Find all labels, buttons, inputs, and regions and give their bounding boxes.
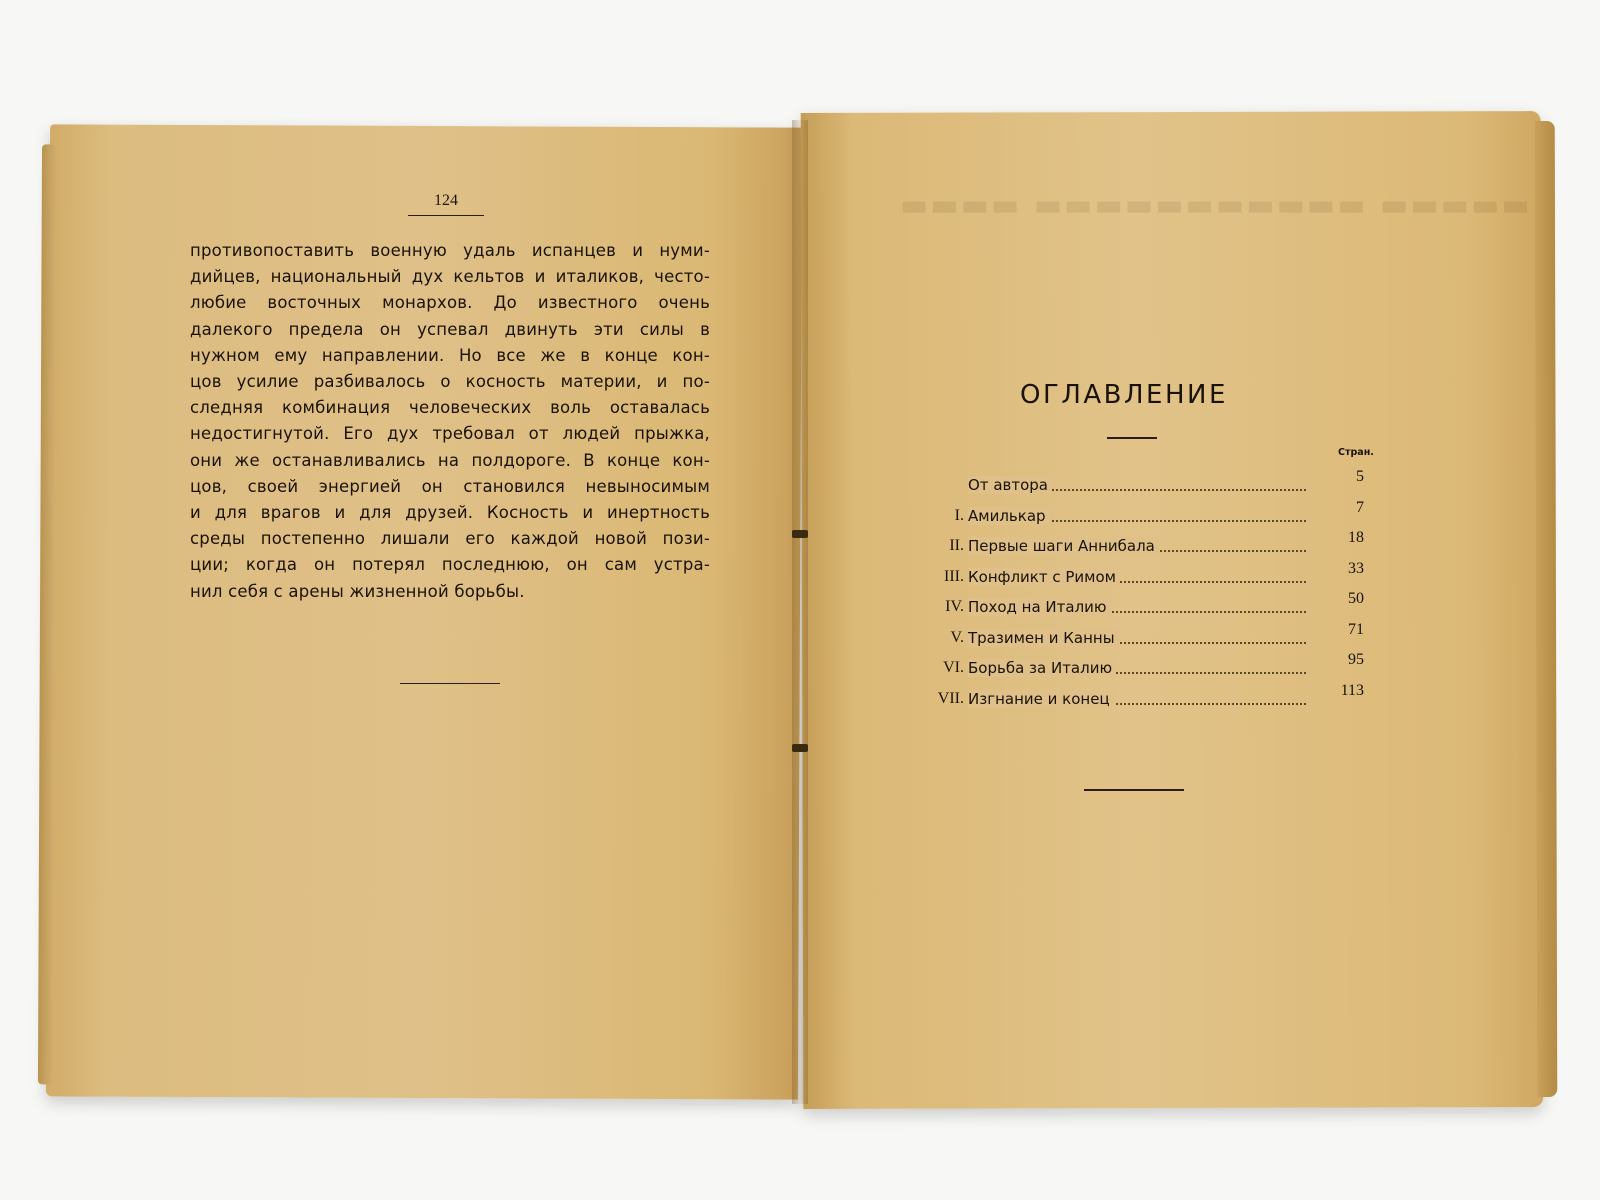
- book-gutter: [792, 120, 808, 1104]
- table-of-contents: [876, 468, 1376, 712]
- toc-entry-numeral: I.: [954, 506, 964, 524]
- toc-entry-page: 7: [1356, 498, 1364, 516]
- toc-entry-page: 113: [1340, 681, 1364, 699]
- body-line: и для врагов и для друзей. Косность и инертность: [190, 503, 710, 523]
- page-number-rule: [408, 215, 484, 216]
- toc-entry-page: 50: [1348, 590, 1364, 607]
- left-page-edge: [38, 144, 56, 1084]
- end-rule-right: [1084, 789, 1184, 791]
- toc-entry-title: Тразимен и Канны: [968, 629, 1119, 647]
- toc-entry: [876, 560, 1376, 591]
- toc-entry: [876, 499, 1376, 530]
- toc-entry: [876, 529, 1376, 560]
- toc-entry-title: Конфликт с Римом: [968, 568, 1120, 586]
- body-line: цов усилие разбивалось о косность материи, и по-: [190, 372, 710, 392]
- toc-entry-numeral: II.: [949, 537, 964, 554]
- page-number: 124: [434, 192, 458, 209]
- body-line: цов, своей энергией он становился невыносимым: [190, 476, 710, 496]
- body-line: они же останавливались на полдороге. В конце кон-: [190, 450, 710, 470]
- body-line: любие восточных монархов. До известного очень: [190, 293, 710, 313]
- toc-entry-page: 95: [1348, 651, 1364, 668]
- body-line: нил себя с арены жизненной борьбы.: [190, 581, 525, 601]
- toc-entry-title: Поход на Италию: [968, 598, 1111, 616]
- toc-entry: [876, 621, 1376, 652]
- toc-entry-title: Первые шаги Аннибала: [968, 537, 1159, 555]
- toc-entry-page: 33: [1348, 559, 1364, 577]
- staple-bottom: [792, 744, 808, 752]
- toc-entry-title: Амилькар: [968, 507, 1050, 525]
- toc-entry-numeral: VI.: [943, 659, 964, 676]
- body-line: дийцев, национальный дух кельтов и италиков, често-: [190, 267, 710, 287]
- toc-pages-label: Стран.: [1338, 447, 1374, 458]
- toc-entry-page: 5: [1356, 468, 1364, 485]
- body-line: среды постепенно лишали его каждой новой пози-: [190, 529, 710, 549]
- body-line: следняя комбинация человеческих воль оставалась: [190, 398, 710, 418]
- toc-entry-numeral: V.: [950, 628, 964, 646]
- toc-entry-title: От автора: [968, 476, 1052, 494]
- toc-entry: [876, 468, 1376, 499]
- body-text: [190, 238, 710, 605]
- toc-entry-title: Изгнание и конец: [968, 690, 1114, 708]
- body-line: далекого предела он успевал двинуть эти силы в: [190, 319, 710, 339]
- end-rule-left: [400, 683, 500, 684]
- toc-entry: [876, 651, 1376, 682]
- toc-entry-numeral: VII.: [937, 689, 964, 707]
- toc-heading-rule: [1107, 437, 1157, 439]
- body-line: нужном ему направлении. Но все же в конце кон-: [190, 345, 710, 365]
- right-page-edge: [1535, 121, 1558, 1097]
- toc-entry-numeral: III.: [944, 567, 964, 585]
- toc-entry-page: 18: [1348, 529, 1364, 546]
- body-line: ции; когда он потерял последнюю, он сам устра-: [190, 555, 710, 575]
- toc-entry-page: 71: [1348, 620, 1364, 638]
- body-line: недостигнутой. Его дух требовал от людей прыжка,: [190, 424, 710, 444]
- show-through-text: ▬▬▬▬ ▬▬▬▬▬▬▬▬▬▬▬ ▬▬▬▬▬: [900, 188, 1532, 223]
- toc-entry-numeral: IV.: [945, 598, 964, 615]
- staple-top: [792, 530, 808, 538]
- body-line: противопоставить военную удаль испанцев и нуми-: [190, 241, 710, 260]
- toc-entry-title: Борьба за Италию: [968, 659, 1116, 677]
- toc-entry: [876, 590, 1376, 621]
- toc-entry: [876, 682, 1376, 713]
- toc-heading: ОГЛАВЛЕНИЕ: [1020, 380, 1228, 410]
